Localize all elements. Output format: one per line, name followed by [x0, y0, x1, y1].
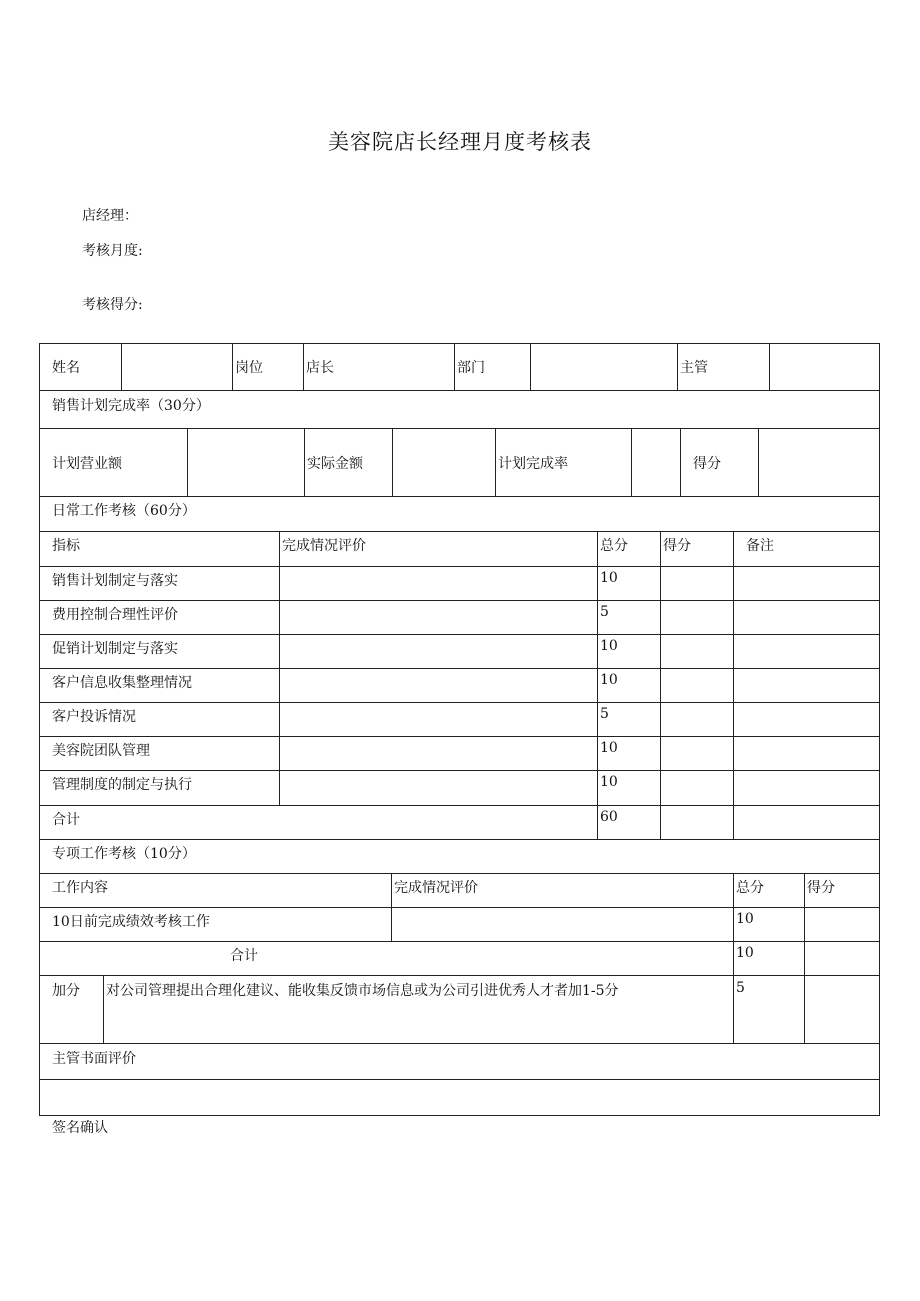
post-label: 岗位	[232, 343, 304, 391]
daily-row-evaluation[interactable]	[279, 634, 598, 669]
special-row-total: 10	[733, 907, 805, 942]
daily-row-evaluation[interactable]	[279, 600, 598, 635]
plan-revenue-label: 计划营业额	[39, 428, 188, 497]
daily-row-evaluation[interactable]	[279, 702, 598, 737]
special-header-total: 总分	[733, 873, 805, 908]
name-input[interactable]	[121, 343, 233, 391]
page-title: 美容院店长经理月度考核表	[328, 130, 592, 154]
special-row-name: 10日前完成绩效考核工作	[39, 907, 392, 942]
daily-row-total: 10	[597, 634, 661, 669]
daily-row-total: 10	[597, 566, 661, 601]
daily-row-total: 10	[597, 736, 661, 771]
daily-row-remark[interactable]	[733, 600, 880, 635]
post-value: 店长	[303, 343, 455, 391]
daily-header-indicator: 指标	[39, 531, 280, 567]
daily-row-remark[interactable]	[733, 736, 880, 771]
daily-row-remark[interactable]	[733, 702, 880, 737]
sales-section-header: 销售计划完成率（30分）	[39, 390, 880, 429]
score-label: 考核得分:	[82, 297, 143, 313]
daily-header-remark: 备注	[733, 531, 880, 567]
daily-row-evaluation[interactable]	[279, 668, 598, 703]
supervisor-review-label: 主管书面评价	[39, 1043, 880, 1080]
daily-row-total: 5	[597, 702, 661, 737]
daily-header-total: 总分	[597, 531, 661, 567]
daily-row-total: 5	[597, 600, 661, 635]
daily-row-evaluation[interactable]	[279, 736, 598, 771]
daily-row-score[interactable]	[660, 600, 734, 635]
name-label: 姓名	[39, 343, 122, 391]
daily-header-score: 得分	[660, 531, 734, 567]
daily-sum-score[interactable]	[660, 805, 734, 840]
daily-sum-total: 60	[597, 805, 661, 840]
special-sum-total: 10	[733, 941, 805, 976]
plan-revenue-input[interactable]	[187, 428, 305, 497]
daily-row-total: 10	[597, 668, 661, 703]
daily-row-score[interactable]	[660, 566, 734, 601]
daily-sum-remark[interactable]	[733, 805, 880, 840]
daily-row-score[interactable]	[660, 702, 734, 737]
special-row-score[interactable]	[804, 907, 880, 942]
daily-row-remark[interactable]	[733, 668, 880, 703]
daily-row-name: 客户信息收集整理情况	[39, 668, 280, 703]
sales-score-label: 得分	[680, 428, 759, 497]
supervisor-input[interactable]	[769, 343, 880, 391]
special-sum-score[interactable]	[804, 941, 880, 976]
special-section-header: 专项工作考核（10分）	[39, 839, 880, 874]
bonus-label: 加分	[39, 975, 104, 1044]
supervisor-label: 主管	[677, 343, 770, 391]
actual-amount-input[interactable]	[392, 428, 496, 497]
daily-row-score[interactable]	[660, 634, 734, 669]
daily-row-total: 10	[597, 770, 661, 806]
daily-row-score[interactable]	[660, 736, 734, 771]
daily-row-evaluation[interactable]	[279, 770, 598, 806]
daily-header-evaluation: 完成情况评价	[279, 531, 598, 567]
bonus-total: 5	[733, 975, 805, 1044]
daily-sum-label: 合计	[39, 805, 598, 840]
daily-row-name: 促销计划制定与落实	[39, 634, 280, 669]
special-header-score: 得分	[804, 873, 880, 908]
daily-row-remark[interactable]	[733, 634, 880, 669]
supervisor-review-input[interactable]	[39, 1079, 880, 1116]
month-label: 考核月度:	[82, 243, 143, 259]
daily-row-name: 费用控制合理性评价	[39, 600, 280, 635]
daily-row-score[interactable]	[660, 770, 734, 806]
bonus-score[interactable]	[804, 975, 880, 1044]
daily-row-remark[interactable]	[733, 566, 880, 601]
daily-row-name: 美容院团队管理	[39, 736, 280, 771]
sales-score-input[interactable]	[758, 428, 880, 497]
dept-label: 部门	[454, 343, 531, 391]
daily-section-header: 日常工作考核（60分）	[39, 496, 880, 532]
manager-label: 店经理：	[82, 208, 138, 224]
completion-rate-label: 计划完成率	[495, 428, 632, 497]
special-header-evaluation: 完成情况评价	[391, 873, 734, 908]
special-row-evaluation[interactable]	[391, 907, 734, 942]
completion-rate-input[interactable]	[631, 428, 681, 497]
special-sum-label: 合计	[39, 941, 734, 976]
daily-row-evaluation[interactable]	[279, 566, 598, 601]
daily-row-remark[interactable]	[733, 770, 880, 806]
daily-row-score[interactable]	[660, 668, 734, 703]
actual-amount-label: 实际金额	[304, 428, 393, 497]
bonus-description: 对公司管理提出合理化建议、能收集反馈市场信息或为公司引进优秀人才者加1-5分	[103, 975, 734, 1044]
daily-row-name: 管理制度的制定与执行	[39, 770, 280, 806]
signature-label: 签名确认	[52, 1120, 108, 1136]
special-header-content: 工作内容	[39, 873, 392, 908]
dept-input[interactable]	[530, 343, 678, 391]
daily-row-name: 销售计划制定与落实	[39, 566, 280, 601]
daily-row-name: 客户投诉情况	[39, 702, 280, 737]
